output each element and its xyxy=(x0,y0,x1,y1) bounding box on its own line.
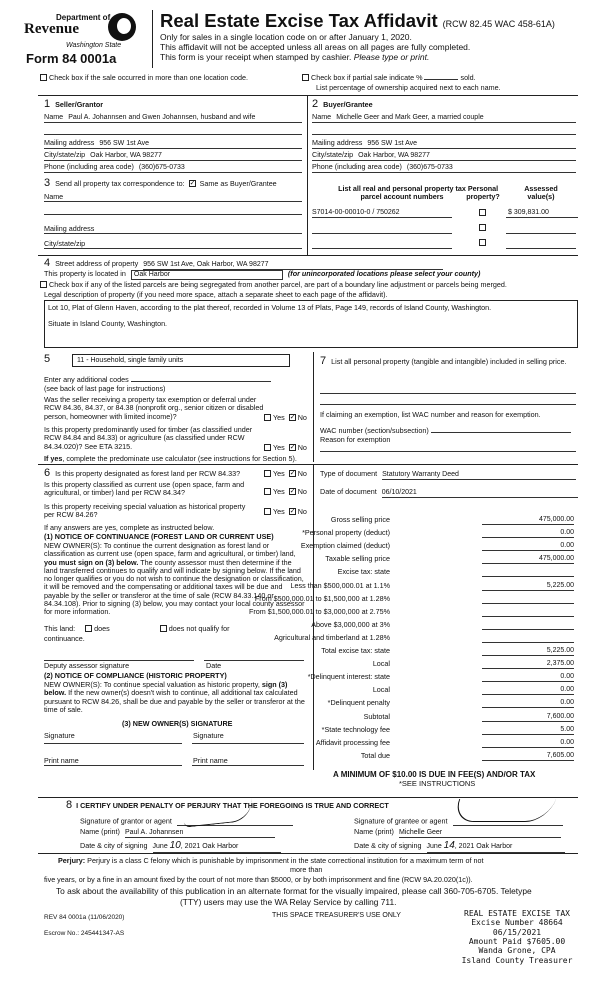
treasurer-stamp: REAL ESTATE EXCISE TAX Excise Number 48664 06/15/2021 Amount Paid $7605.00 Wanda Grone, CPA Island County Treasurer xyxy=(461,909,573,965)
sec6-q1-answer: Yes ✓ No xyxy=(262,470,307,478)
partial-sale-list: List percentage of ownership acquired next to each name. xyxy=(316,83,501,92)
buyer-city[interactable]: Oak Harbor, WA 98277 xyxy=(358,152,430,159)
multi-location-check[interactable]: Check box if the sale occurred in more than one location code. xyxy=(38,74,248,82)
tax-row-value[interactable]: 7,600.00 xyxy=(482,713,574,722)
alt-format-line2: (TTY) users may use the WA Relay Service by calling 711. xyxy=(180,897,397,907)
tax-row-label: Total due xyxy=(360,750,390,760)
wac-note: If claiming an exemption, list WAC number and reason for exemption. xyxy=(320,410,541,419)
parcel-number[interactable] xyxy=(312,239,452,249)
buyer-heading: 2 Buyer/Grantee xyxy=(312,98,373,110)
tax-row-label: *State technology fee xyxy=(321,724,390,734)
no-checkbox[interactable] xyxy=(289,508,296,515)
perjury-line2: five years, or by a fine in an amount fixed by the court of not more than $5000, or by both imprisonment and fine (RCW 9A.20.020(1c)). xyxy=(44,875,473,884)
grantor-name-row: Name (print) Paul A. Johannsen xyxy=(80,828,275,838)
seller-heading: 1 Seller/Grantor xyxy=(44,98,104,110)
personal-property-checkbox[interactable] xyxy=(479,239,486,246)
seller-name-row: Name Paul A. Johannsen and Gwen Johannsen, husband and wife xyxy=(44,113,302,123)
assessed-value[interactable]: $ 309,831.00 xyxy=(506,209,578,218)
form-number: Form 84 0001a xyxy=(26,51,117,66)
owner-print-name-label-2: Print name xyxy=(193,756,228,765)
minimum-note: A MINIMUM OF $10.00 IS DUE IN FEE(S) AND/OR TAX xyxy=(333,770,536,779)
tax-row-label: From $1,500,000.01 to $3,000,000 at 2.75% xyxy=(248,606,390,616)
continuance-heading: (1) NOTICE OF CONTINUANCE (FOREST LAND OR CURRENT USE) xyxy=(44,532,274,541)
assessed-col-header: Assessed value(s) xyxy=(524,184,558,202)
grantee-signature-mark xyxy=(450,799,555,822)
legal-line1: Lot 10, Plat of Glenn Haven, according to the plat thereof, recorded in Volume 13 of Plats, Page 149, records of Island County, Washington. xyxy=(48,303,492,312)
sec6-q3: Is this property receiving special valuation as historical property per RCW 84.26? xyxy=(44,502,246,520)
street-row: 4 Street address of property 956 SW 1st Ave, Oak Harbor, WA 98277 xyxy=(44,257,443,270)
seller-name[interactable]: Paul A. Johannsen and Gwen Johannsen, husband and wife xyxy=(68,114,256,121)
tax-row-value[interactable] xyxy=(482,568,574,577)
tax-row-value[interactable]: 0.00 xyxy=(482,739,574,748)
corr-city-row: City/state/zip xyxy=(44,240,302,249)
doc-date[interactable]: 06/10/2021 xyxy=(382,489,578,498)
parcel-col-header: List all real and personal property tax parcel account numbers xyxy=(338,184,466,202)
continuance-text: NEW OWNER(S): To continue the current designation as forest land or classification as current use (open space, farm and agricultural, or timber) land, you must sign on (3) below. The county assessor must then determine if the land transferred continues to qualify and will indicate by signing below. If the land no longer qualifies or you do not wish to continue the designation or classification, it will be removed and the compensating or additional taxes will be due and payable by the seller or transferor at the time of sale (RCW 84.33.140 or 84.34.108). Prior to signing (3) below, you may contact your local county assessor for more information. xyxy=(44,541,305,617)
compliance-text: NEW OWNER(S): To continue special valuation as historic property, sign (3) below. If the new owner(s) doesn't wish to continue, all additional tax calculated pursuant to RCW 84.26, shall be due and payable by the seller or transferor at the time of sale. xyxy=(44,680,305,714)
parcel-number[interactable] xyxy=(312,224,452,234)
tax-row-value[interactable]: 0.00 xyxy=(482,542,574,551)
parcel-row xyxy=(312,239,578,251)
segregated-check[interactable]: Check box if any of the listed parcels are being segregated from another parcel, are part of a boundary line adjustment or parcels being merged. xyxy=(38,281,507,289)
same-as-buyer-checkbox[interactable] xyxy=(189,180,196,187)
sec7-text: 7 List all personal property (tangible and intangible) included in selling price. xyxy=(320,355,567,367)
deputy-date-label: Date xyxy=(206,661,222,670)
grantor-name[interactable]: Paul A. Johannsen xyxy=(125,829,275,838)
wac-number-row: WAC number (section/subsection) xyxy=(320,427,571,435)
tax-row-label: Above $3,000,000 at 3% xyxy=(311,619,390,629)
sec6-q2-answer: Yes ✓ No xyxy=(262,488,307,496)
seller-city[interactable]: Oak Harbor, WA 98277 xyxy=(90,152,162,159)
tax-row-label: Local xyxy=(372,685,390,695)
grantor-date[interactable]: June 10, 2021 Oak Harbor xyxy=(153,840,281,853)
land-use-code[interactable]: 11 - Household, single family units xyxy=(72,354,290,367)
header-note3: This form is your receipt when stamped by cashier. Please type or print. xyxy=(160,52,430,62)
buyer-name[interactable]: Michelle Geer and Mark Geer, a married couple xyxy=(336,114,484,121)
tax-row-label: *Delinquent penalty xyxy=(327,698,390,708)
alt-format-line1: To ask about the availability of this publication in an alternate format for the visually impaired, please call 360-705-6705. Teletype xyxy=(56,886,532,896)
tax-row-value[interactable]: 475,000.00 xyxy=(482,555,574,564)
parcel-number[interactable]: S7014-00-00010-0 / 750262 xyxy=(312,209,452,218)
buyer-mailing-row: Mailing address 956 SW 1st Ave xyxy=(312,139,576,149)
tax-row-value[interactable] xyxy=(482,634,574,643)
seller-city-row: City/state/zip Oak Harbor, WA 98277 xyxy=(44,151,302,161)
does-not-checkbox[interactable] xyxy=(160,625,167,632)
escrow-number: Escrow No.: 245441347-AS xyxy=(44,930,125,937)
corr-mailing-row: Mailing address xyxy=(44,225,302,234)
grantee-name-row: Name (print) Michelle Geer xyxy=(354,828,561,838)
tax-row-label: Excise tax: state xyxy=(337,567,390,577)
tax-row-value[interactable]: 0.00 xyxy=(482,529,574,538)
legal-label: Legal description of property (if you need more space, attach a separate sheet to each page of the affidavit). xyxy=(44,290,388,299)
assessed-value[interactable] xyxy=(506,224,576,234)
tax-row-value[interactable] xyxy=(482,621,574,630)
checkbox-icon[interactable] xyxy=(302,74,309,81)
parcel-row xyxy=(312,224,578,236)
yes-checkbox[interactable] xyxy=(264,414,271,421)
sec5-yes-note: If yes, complete the predominate use calculator (see instructions for Section 5). xyxy=(44,454,297,463)
deputy-signature-label: Deputy assessor signature xyxy=(44,661,130,670)
sec6-if-yes: If any answers are yes, complete as instructed below. xyxy=(44,523,215,532)
tax-row-label: Subtotal xyxy=(363,711,390,721)
buyer-phone[interactable]: (360)675-0733 xyxy=(406,164,453,171)
tax-row-label: Gross selling price xyxy=(330,515,390,524)
this-land-row: This land: does does not qualify for xyxy=(44,624,230,633)
no-checkbox[interactable] xyxy=(289,414,296,421)
tax-row-label: Less than $500,000.01 at 1.1% xyxy=(290,580,390,590)
legal-description-box[interactable] xyxy=(44,300,578,348)
grantee-date[interactable]: June 14, 2021 Oak Harbor xyxy=(427,840,565,853)
dept-line1: Department of xyxy=(56,13,111,22)
seller-phone[interactable]: (360)675-0733 xyxy=(138,164,185,171)
grantee-name[interactable]: Michelle Geer xyxy=(399,829,561,838)
revision: REV 84 0001a (11/06/2020) xyxy=(44,914,125,921)
owner-signature-label: Signature xyxy=(44,731,75,740)
tax-row-label: Exemption claimed (deduct) xyxy=(300,541,390,551)
sec6-q2: Is this property classified as current use (open space, farm and agricultural, or timber) land per RCW 84.34? xyxy=(44,480,245,498)
dept-line3: Washington State xyxy=(66,42,122,49)
tax-row-value[interactable]: 5.00 xyxy=(482,726,574,735)
dept-line2: Revenue xyxy=(24,21,79,37)
certify-statement: 8 I CERTIFY UNDER PENALTY OF PERJURY THAT THE FOREGOING IS TRUE AND CORRECT xyxy=(66,799,389,811)
seller-mailing-row: Mailing address 956 SW 1st Ave xyxy=(44,139,302,149)
tax-row-value[interactable]: 475,000.00 xyxy=(482,516,574,525)
sec5-q2: Is this property predominantly used for timber (as classified under RCW 84.84 and 84.33) or agriculture (as classified under RCW 84.34.020)? See ETA 3215. xyxy=(44,425,253,451)
tax-row-value[interactable]: 5,225.00 xyxy=(482,647,574,656)
sec5-q1: Was the seller receiving a property tax exemption or deferral under RCW 84.36, 84.37, or 84.38 (nonprofit org., senior citizen or disabled person, homeowner with limited income)? xyxy=(44,395,264,421)
buyer-city-row: City/state/zip Oak Harbor, WA 98277 xyxy=(312,151,576,161)
grantor-date-row: Date & city of signing June 10, 2021 Oak Harbor xyxy=(80,840,281,853)
grantee-date-row: Date & city of signing June 14, 2021 Oak Harbor xyxy=(354,840,565,853)
tax-row-value[interactable] xyxy=(482,608,574,617)
yes-checkbox[interactable] xyxy=(264,444,271,451)
compliance-heading: (2) NOTICE OF COMPLIANCE (HISTORIC PROPERTY) xyxy=(44,671,227,680)
no-checkbox[interactable] xyxy=(289,444,296,451)
continuance-word: continuance. xyxy=(44,634,85,643)
sec6-q1: 6 Is this property designated as forest land per RCW 84.33? xyxy=(44,467,241,479)
perjury-line1b: more than xyxy=(290,865,323,874)
buyer-name-row: Name Michelle Geer and Mark Geer, a married couple xyxy=(312,113,576,123)
parcel-row xyxy=(312,209,578,221)
perjury-line1: Perjury: Perjury is a class C felony which is punishable by imprisonment in the state correctional institution for a maximum term of not xyxy=(58,856,484,865)
tax-row-label: *Delinquent interest: state xyxy=(307,672,390,682)
form-title: Real Estate Excise Tax Affidavit (RCW 82.45 WAC 458-61A) xyxy=(160,10,555,31)
tax-row-value[interactable]: 0.00 xyxy=(482,699,574,708)
tax-row-label: Taxable selling price xyxy=(325,554,390,564)
tax-row-label: Agricultural and timberland at 1.28% xyxy=(274,632,390,642)
reason-row: Reason for exemption xyxy=(320,435,391,444)
grantee-signature-row: Signature of grantee or agent xyxy=(354,815,563,826)
owner-print-name-label: Print name xyxy=(44,756,79,765)
legal-line2: Situate in Island County, Washington. xyxy=(48,319,168,329)
tax-row-label: *Personal property (deduct) xyxy=(302,528,390,538)
yes-checkbox[interactable] xyxy=(264,470,271,477)
seller-phone-row: Phone (including area code) (360)675-0733 xyxy=(44,163,302,173)
tax-row-value[interactable]: 0.00 xyxy=(482,673,574,682)
tax-row-label: Affidavit processing fee xyxy=(315,737,390,747)
tax-row-label: Local xyxy=(372,659,390,669)
doc-type[interactable]: Statutory Warranty Deed xyxy=(382,471,576,480)
sec6-q3-answer: Yes ✓ No xyxy=(262,508,307,516)
partial-sale-check[interactable]: Check box if partial sale indicate % sold. xyxy=(300,74,476,82)
grantee-signature[interactable] xyxy=(453,815,563,826)
no-checkbox[interactable] xyxy=(289,470,296,477)
location-select[interactable]: Oak Harbor xyxy=(131,270,283,280)
tax-row-value[interactable]: 2,375.00 xyxy=(482,660,574,669)
new-owner-heading: (3) NEW OWNER(S) SIGNATURE xyxy=(122,719,233,728)
buyer-phone-row: Phone (including area code) (360)675-0733 xyxy=(312,163,576,173)
street-address[interactable]: 956 SW 1st Ave, Oak Harbor, WA 98277 xyxy=(143,261,443,270)
owner-signature-label-2: Signature xyxy=(193,731,224,740)
sec5-q1-answer: Yes ✓ No xyxy=(262,414,307,422)
personal-col-header: Personal property? xyxy=(466,184,500,202)
sec5-q2-answer: Yes ✓ No xyxy=(262,444,307,452)
tax-row-value[interactable]: 5,225.00 xyxy=(482,582,574,591)
assessed-value[interactable] xyxy=(506,239,576,249)
does-checkbox[interactable] xyxy=(85,625,92,632)
doc-date-row: Date of document 06/10/2021 xyxy=(320,488,578,498)
grantor-signature-row: Signature of grantor or agent xyxy=(80,815,293,826)
tax-row-label: From $500,000.01 to $1,500,000 at 1.28% xyxy=(254,593,390,603)
header-note1: Only for sales in a single location code on or after January 1, 2020. xyxy=(160,32,412,42)
treasurer-use-only: THIS SPACE TREASURER'S USE ONLY xyxy=(272,912,401,919)
tax-row-label: Total excise tax: state xyxy=(321,646,390,655)
additional-codes: Enter any additional codes xyxy=(44,376,271,384)
checkbox-icon[interactable] xyxy=(40,74,47,81)
grantor-signature[interactable] xyxy=(177,815,293,826)
corr-name-row: Name xyxy=(44,193,302,202)
correspondence-row: 3 Send all property tax correspondence to: ✓ Same as Buyer/Grantee xyxy=(44,177,277,190)
personal-property-checkbox[interactable] xyxy=(479,224,486,231)
personal-property-checkbox[interactable] xyxy=(479,209,486,216)
no-checkbox[interactable] xyxy=(289,488,296,495)
tax-row-value[interactable]: 7,605.00 xyxy=(482,752,574,761)
doc-type-row: Type of document Statutory Warranty Deed xyxy=(320,470,576,480)
yes-checkbox[interactable] xyxy=(264,508,271,515)
sec5-num: 5 xyxy=(44,353,51,365)
yes-checkbox[interactable] xyxy=(264,488,271,495)
tax-row-value[interactable]: 0.00 xyxy=(482,686,574,695)
buyer-mailing[interactable]: 956 SW 1st Ave xyxy=(367,140,418,147)
located-row: This property is located in Oak Harbor (for unincorporated locations please select your county) xyxy=(44,270,480,280)
additional-codes-note: (see back of last page for instructions) xyxy=(44,384,166,393)
see-instructions: *SEE INSTRUCTIONS xyxy=(399,779,476,788)
checkbox-icon[interactable] xyxy=(40,281,47,288)
dor-logo xyxy=(20,10,150,70)
tax-row-value[interactable] xyxy=(482,595,574,604)
seller-mailing[interactable]: 956 SW 1st Ave xyxy=(99,140,150,147)
header-note2: This affidavit will not be accepted unless all areas on all pages are fully completed. xyxy=(160,42,471,52)
